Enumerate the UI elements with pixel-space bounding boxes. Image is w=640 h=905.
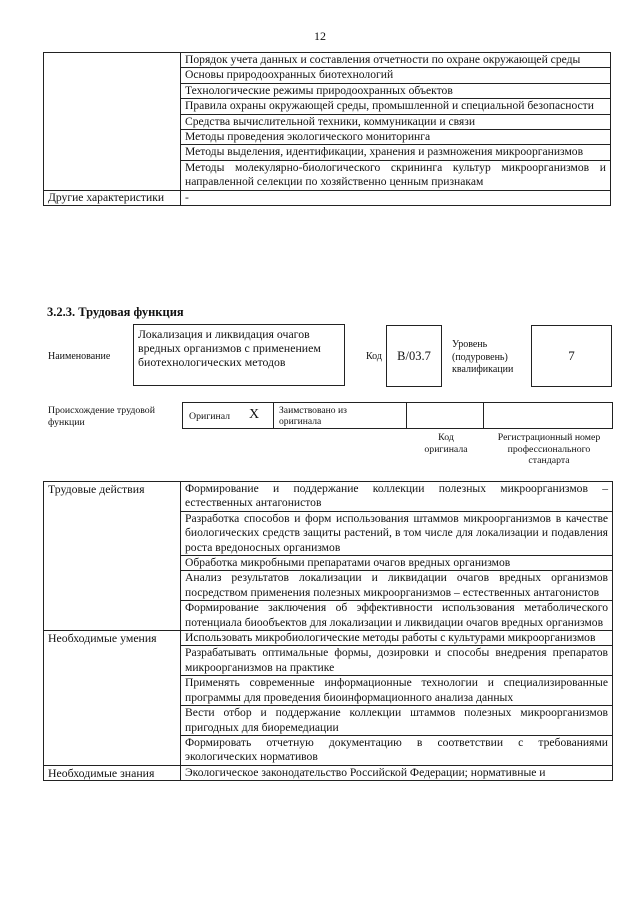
section-title: 3.2.3. Трудовая функция — [47, 305, 184, 319]
row-item: Разрабатывать оптимальные формы, дозировки и способы внедрения препаратов микроорганизмов на практике — [181, 646, 613, 676]
original-label: Оригинал — [189, 411, 231, 422]
row-item: Методы выделения, идентификации, хранения и размножения микроорганизмов — [181, 145, 611, 160]
row-item: Анализ результатов локализации и ликвидации очагов вредных организмов посредством применения полезных микроорганизмов – естественных антагонистов — [181, 571, 613, 601]
row-item: Правила охраны окружающей среды, промышленной и специальной безопасности — [181, 99, 611, 114]
table-row — [44, 631, 613, 646]
row-label: Необходимые знания — [44, 765, 181, 780]
table-row — [44, 482, 613, 512]
row-item: Методы проведения экологического мониторинга — [181, 130, 611, 145]
code-value: В/03.7 — [397, 348, 431, 363]
table-row — [44, 765, 613, 780]
row-label: Трудовые действия — [44, 482, 181, 631]
reg-number-label: Регистрационный номер профессионального стандарта — [497, 432, 601, 466]
origin-label: Происхождение трудовой функции — [48, 405, 155, 428]
row-label — [44, 53, 181, 191]
original-code-label: Код оригинала — [424, 432, 468, 455]
row-item: Использовать микробиологические методы работы с культурами микроорганизмов — [181, 631, 613, 646]
borrowed-label: Заимствовано из оригинала — [279, 405, 347, 427]
level-value: 7 — [568, 348, 575, 363]
row-item: Формирование заключения об эффективности использования метаболического потенциала биообъектов для локализации и ликвидации очагов вредных организмов — [181, 601, 613, 631]
row-label: Другие характеристики — [44, 190, 181, 205]
table-row — [44, 53, 611, 68]
labor-function-table — [43, 481, 613, 781]
code-label: Код — [366, 351, 382, 362]
name-label: Наименование — [48, 351, 111, 362]
row-item: Вести отбор и поддержание коллекции штаммов полезных микроорганизмов пригодных для биоремедиации — [181, 706, 613, 736]
level-box — [531, 325, 612, 387]
reg-number-cell — [483, 402, 613, 429]
row-item: Средства вычислительной техники, коммуникации и связи — [181, 114, 611, 129]
row-item: Формирование и поддержание коллекции полезных микроорганизмов – естественных антагонистов — [181, 482, 613, 512]
row-item: Технологические режимы природоохранных объектов — [181, 83, 611, 98]
row-item: - — [181, 190, 611, 205]
row-item: Разработка способов и форм использования штаммов микроорганизмов в качестве биологических средств защиты растений, в том числе для локализации и подавления роста вредоносных организмов — [181, 511, 613, 555]
row-item: Обработка микробными препаратами очагов вредных организмов — [181, 556, 613, 571]
original-mark: X — [249, 407, 260, 422]
row-item: Формировать отчетную документацию в соответствии с требованиями экологических нормативов — [181, 735, 613, 765]
knowledge-table-continued — [43, 52, 611, 206]
function-name: Локализация и ликвидация очагов вредных организмов с применением биотехнологических методов — [138, 327, 321, 370]
table-row — [44, 190, 611, 205]
row-item: Методы молекулярно-биологического скрининга культур микроорганизмов и направленной селекции по хозяйственно ценным признакам — [181, 160, 611, 190]
function-name-box — [133, 324, 345, 386]
page-number: 12 — [314, 29, 326, 43]
row-item: Экологическое законодательство Российской Федерации; нормативные и — [181, 765, 613, 780]
row-label: Необходимые умения — [44, 631, 181, 766]
row-item: Основы природоохранных биотехнологий — [181, 68, 611, 83]
original-code-cell — [406, 402, 484, 429]
level-label: Уровень (подуровень) квалификации — [452, 339, 514, 375]
row-item: Порядок учета данных и составления отчетности по охране окружающей среды — [181, 53, 611, 68]
code-box — [386, 325, 442, 387]
row-item: Применять современные информационные технологии и специализированные программы для проведения биоинформационного анализа данных — [181, 676, 613, 706]
